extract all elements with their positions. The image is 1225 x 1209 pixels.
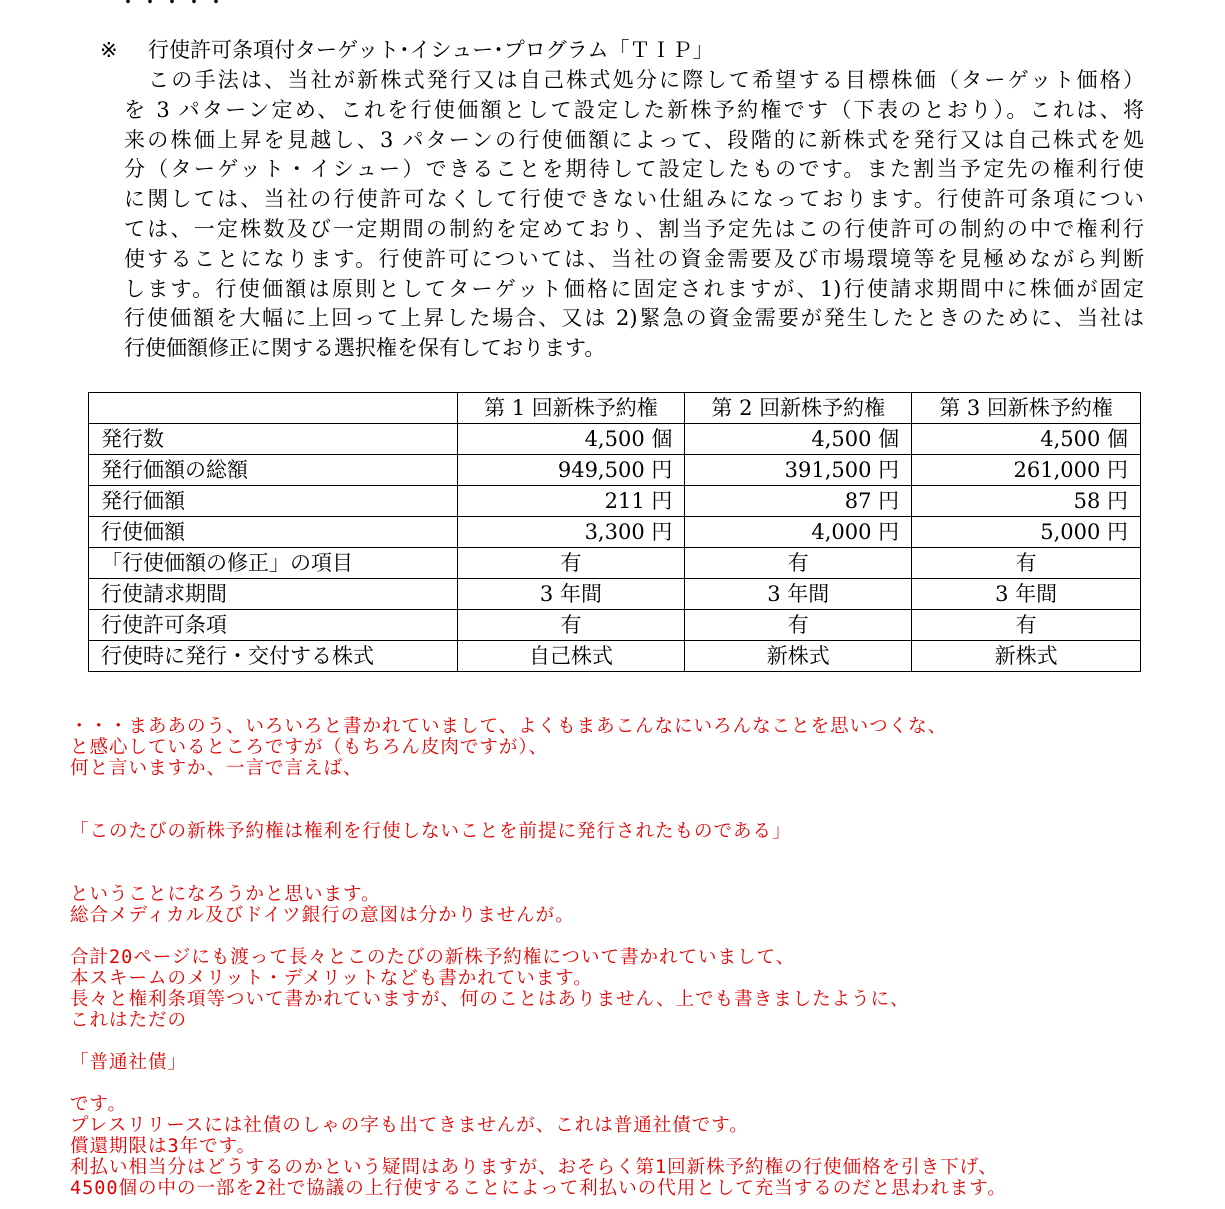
- table-header-cell: 第 2 回新株予約権: [685, 393, 912, 424]
- table-cell: 有: [685, 610, 912, 641]
- commentary-quote: 「このたびの新株予約権は権利を行使しないことを前提に発行されたものである」: [70, 821, 792, 842]
- commentary-line: です。: [70, 1094, 128, 1115]
- table-row: [89, 579, 1141, 610]
- tip-line: 行使価額を大幅に上回って上昇した場合、又は 2)緊急の資金需要が発生したときのために、当社は: [124, 306, 1144, 331]
- row-label: 行使時に発行・交付する株式: [89, 641, 458, 672]
- table-row: [89, 641, 1141, 672]
- table-cell: 新株式: [912, 641, 1141, 672]
- tip-heading: [100, 36, 714, 64]
- table-cell: 5,000 円: [912, 517, 1141, 548]
- table-cell: 4,500 個: [912, 424, 1141, 455]
- table-cell: 949,500 円: [457, 455, 685, 486]
- row-label: 行使価額: [89, 517, 458, 548]
- table-cell: 有: [912, 548, 1141, 579]
- reference-mark: ※: [100, 38, 118, 62]
- table-header-cell: 第 1 回新株予約権: [457, 393, 685, 424]
- table-cell: 有: [457, 548, 685, 579]
- commentary-line: 本スキームのメリット・デメリットなども書かれています。: [70, 968, 593, 989]
- row-label: 行使許可条項: [89, 610, 458, 641]
- warrant-terms-table: [88, 392, 1141, 672]
- table-cell: 4,500 個: [457, 424, 685, 455]
- table-cell: 4,500 個: [685, 424, 912, 455]
- red-commentary: [70, 716, 1220, 1199]
- table-cell: 有: [912, 610, 1141, 641]
- row-label: 「行使価額の修正」の項目: [89, 548, 458, 579]
- table-cell: 有: [457, 610, 685, 641]
- table-cell: 87 円: [685, 486, 912, 517]
- table-header-row: [89, 393, 1141, 424]
- table-cell: 58 円: [912, 486, 1141, 517]
- table-cell: 211 円: [457, 486, 685, 517]
- table-cell: 3 年間: [685, 579, 912, 610]
- commentary-line: 長々と権利条項等ついて書かれていますが、何のことはありません、上でも書きましたように、: [70, 989, 910, 1010]
- table-header-cell: [89, 393, 458, 424]
- commentary-line: と感心しているところですが（もちろん皮肉ですが）、: [70, 737, 549, 758]
- tip-line: ては、一定株数及び一定期間の制約を定めており、割当予定先はこの行使許可の制約の中で権利行: [124, 216, 1144, 241]
- table-cell: 新株式: [685, 641, 912, 672]
- tip-line: 来の株価上昇を見越し、3 パターンの行使価額によって、段階的に新株式を発行又は自己株式を処: [124, 127, 1144, 152]
- table-header-cell: 第 3 回新株予約権: [912, 393, 1141, 424]
- tip-line: を 3 パターン定め、これを行使価額として設定した新株予約権です（下表のとおり）。これは、将: [124, 97, 1144, 122]
- table-cell: 3 年間: [457, 579, 685, 610]
- commentary-line: プレスリリースには社債のしゃの字も出てきませんが、これは普通社債です。: [70, 1115, 749, 1136]
- table-cell: 自己株式: [457, 641, 685, 672]
- tip-line: 分（ターゲット・イシュー）できることを期待して設定したものです。また割当予定先の権利行使: [124, 157, 1144, 182]
- tip-line: 使することになります。行使許可については、当社の資金需要及び市場環境等を見極めながら判断: [124, 246, 1144, 271]
- row-label: 行使請求期間: [89, 579, 458, 610]
- commentary-line: ・・・まああのう、いろいろと書かれていまして、よくもまあこんなにいろんなことを思いつくな、: [70, 716, 948, 737]
- table-cell: 3 年間: [912, 579, 1141, 610]
- table-cell: 261,000 円: [912, 455, 1141, 486]
- commentary-line: ということになろうかと思います。: [70, 884, 381, 905]
- commentary-line: 総合メディカル及びドイツ銀行の意図は分かりませんが。: [70, 905, 575, 926]
- tip-line: この手法は、当社が新株式発行又は自己株式処分に際して希望する目標株価（ターゲット価格）: [148, 68, 1144, 92]
- commentary-quote: 「普通社債」: [70, 1052, 188, 1073]
- tip-title-text: 行使許可条項付ターゲット･イシュー･プログラム「ＴＩＰ」: [148, 38, 714, 62]
- table-row: [89, 548, 1141, 579]
- cut-off-text: ・・・・・: [118, 0, 228, 14]
- row-label: 発行価額: [89, 486, 458, 517]
- table-row: [89, 486, 1141, 517]
- table-row: [89, 455, 1141, 486]
- table-row: [89, 517, 1141, 548]
- tip-line: 行使価額修正に関する選択権を保有しております。: [124, 336, 606, 361]
- table-cell: 391,500 円: [685, 455, 912, 486]
- table-cell: 有: [685, 548, 912, 579]
- commentary-line: 何と言いますか、一言で言えば、: [70, 758, 363, 779]
- table-cell: 4,000 円: [685, 517, 912, 548]
- table-row: [89, 424, 1141, 455]
- table-cell: 3,300 円: [457, 517, 685, 548]
- commentary-line: 4500個の中の一部を2社で協議の上行使することによって利払いの代用として充当するのだと思われます。: [70, 1178, 1007, 1199]
- tip-line: に関しては、当社の行使許可なくして行使できない仕組みになっております。行使許可条項につい: [124, 187, 1144, 212]
- commentary-line: これはただの: [70, 1010, 188, 1031]
- tip-line: します。行使価額は原則としてターゲット価格に固定されますが、1)行使請求期間中に株価が固定: [124, 276, 1144, 301]
- commentary-line: 償還期限は3年です。: [70, 1136, 257, 1157]
- commentary-line: 合計20ページにも渡って長々とこのたびの新株予約権について書かれていまして、: [70, 947, 796, 968]
- row-label: 発行価額の総額: [89, 455, 458, 486]
- tip-description: [124, 66, 1144, 364]
- table-row: [89, 610, 1141, 641]
- row-label: 発行数: [89, 424, 458, 455]
- commentary-line: 利払い相当分はどうするのかという疑問はありますが、おそらく第1回新株予約権の行使価格を引き下げ、: [70, 1157, 998, 1178]
